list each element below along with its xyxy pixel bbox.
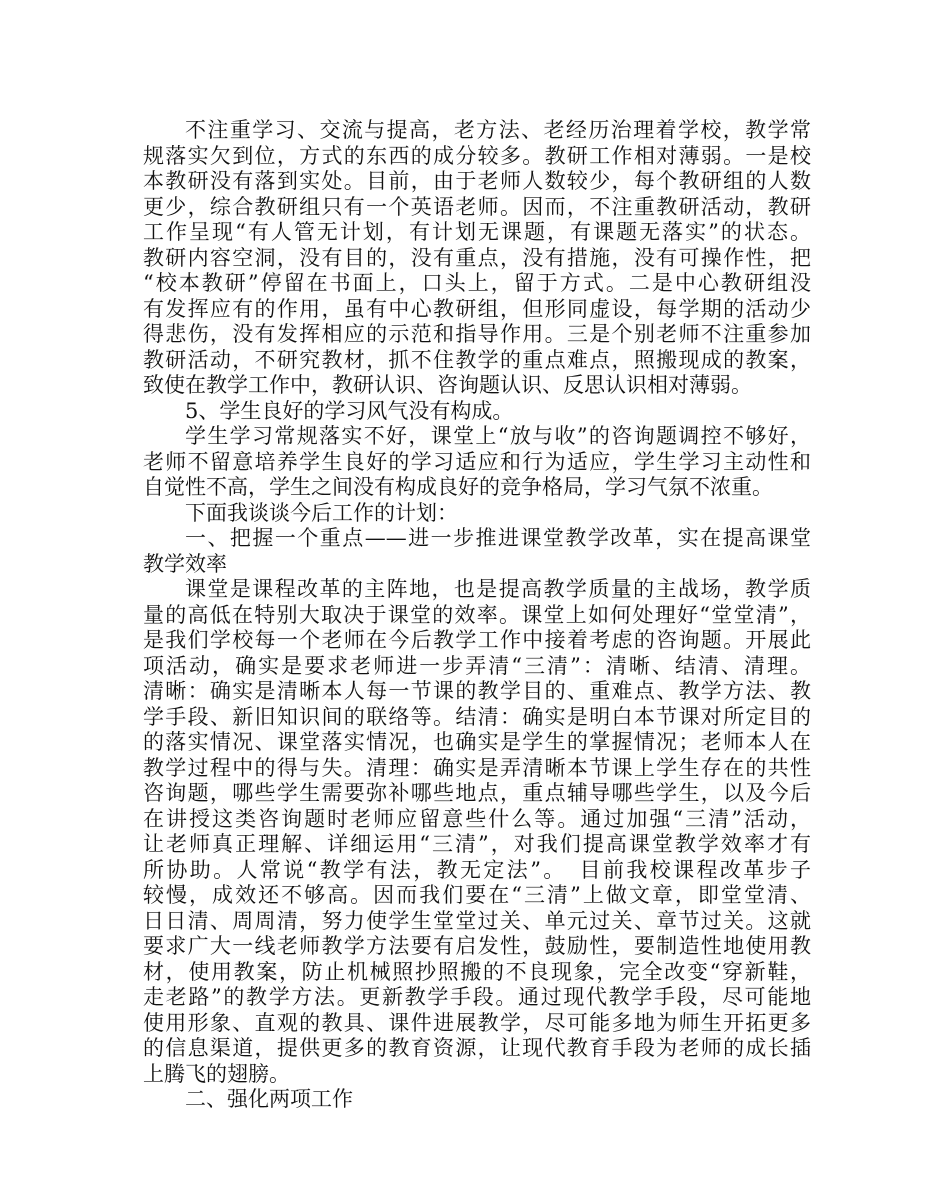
text-line: 老师不留意培养学生良好的学习适应和行为适应，学生学习主动性和 <box>143 449 811 474</box>
text-line: 二、强化两项工作 <box>185 1087 353 1111</box>
text-line: 是我们学校每一个老师在今后教学工作中接着考虑的咨询题。开展此 <box>143 628 811 652</box>
text-line: 5、学生良好的学习风气没有构成。 <box>185 398 514 423</box>
text-line: 得悲伤，没有发挥相应的示范和指导作用。三是个别老师不注重参加 <box>143 322 811 346</box>
text-line: 上腾飞的翅膀。 <box>143 1061 290 1086</box>
text-line: 日日清、周周清，努力使学生堂堂过关、单元过关、章节过关。这就 <box>143 908 811 933</box>
text-line: 下面我谈谈今后工作的计划： <box>185 500 458 525</box>
text-line: 课堂是课程改革的主阵地，也是提高教学质量的主战场，教学质 <box>185 577 811 601</box>
text-line: 教学过程中的得与失。清理：确实是弄清晰本节课上学生存在的共性 <box>143 755 811 780</box>
text-line: 学手段、新旧知识间的联络等。结清：确实是明白本节课对所定目的 <box>143 704 811 729</box>
text-line: 项活动，确实是要求老师进一步弄清“三清”：清晰、结清、清理。 <box>143 653 811 678</box>
text-line: 所协助。人常说“教学有法，教无定法”。 目前我校课程改革步子 <box>143 857 811 882</box>
text-line: 一、把握一个重点——进一步推进课堂教学改革，实在提高课堂 <box>185 526 811 550</box>
text-line: 量的高低在特别大取决于课堂的效率。课堂上如何处理好“堂堂清”， <box>143 602 811 627</box>
text-line: 致使在教学工作中，教研认识、咨询题认识、反思认识相对薄弱。 <box>143 373 752 397</box>
text-line: 在讲授这类咨询题时老师应留意些什么等。通过加强“三清”活动， <box>143 806 811 831</box>
text-line: 教研内容空洞，没有目的，没有重点，没有措施，没有可操作性，把 <box>143 245 811 270</box>
text-line: 学生学习常规落实不好，课堂上“放与收”的咨询题调控不够好， <box>185 424 811 448</box>
text-line: 自觉性不高，学生之间没有构成良好的竞争格局，学习气氛不浓重。 <box>143 475 773 499</box>
text-line: 本教研没有落到实处。目前，由于老师人数较少，每个教研组的人数 <box>143 169 811 193</box>
document-body <box>143 118 811 1113</box>
text-line: 更少，综合教研组只有一个英语老师。因而，不注重教研活动，教研 <box>143 194 811 219</box>
text-line: 要求广大一线老师教学方法要有启发性，鼓励性，要制造性地使用教 <box>143 934 811 958</box>
text-line: 材，使用教案，防止机械照抄照搬的不良现象，完全改变“穿新鞋， <box>143 959 811 984</box>
text-line: 的信息渠道，提供更多的教育资源，让现代教育手段为老师的成长插 <box>143 1036 811 1060</box>
text-line: 有发挥应有的作用，虽有中心教研组，但形同虚设，每学期的活动少 <box>143 296 811 321</box>
text-line: 规落实欠到位，方式的东西的成分较多。教研工作相对薄弱。一是校 <box>143 143 811 168</box>
text-line: 工作呈现“有人管无计划，有计划无课题，有课题无落实”的状态。 <box>143 220 811 244</box>
text-line: 教研活动，不研究教材，抓不住教学的重点难点，照搬现成的教案， <box>143 347 811 372</box>
text-line: 咨询题，哪些学生需要弥补哪些地点，重点辅导哪些学生，以及今后 <box>143 781 811 805</box>
text-line: 让老师真正理解、详细运用“三清”，对我们提高课堂教学效率才有 <box>143 832 811 856</box>
text-line: “校本教研”停留在书面上，口头上，留于方式。二是中心教研组没 <box>143 271 811 295</box>
text-line: 走老路”的教学方法。更新教学手段。通过现代教学手段，尽可能地 <box>143 985 811 1009</box>
text-line: 教学效率 <box>143 551 227 576</box>
text-line: 使用形象、直观的教具、课件进展教学，尽可能多地为师生开拓更多 <box>143 1010 811 1035</box>
text-line: 清晰：确实是清晰本人每一节课的教学目的、重难点、教学方法、教 <box>143 679 811 703</box>
text-line: 较慢，成效还不够高。因而我们要在“三清”上做文章，即堂堂清、 <box>143 883 811 907</box>
text-line: 不注重学习、交流与提高，老方法、老经历治理着学校，教学常 <box>185 118 811 142</box>
text-line: 的落实情况、课堂落实情况，也确实是学生的掌握情况；老师本人在 <box>143 730 811 754</box>
